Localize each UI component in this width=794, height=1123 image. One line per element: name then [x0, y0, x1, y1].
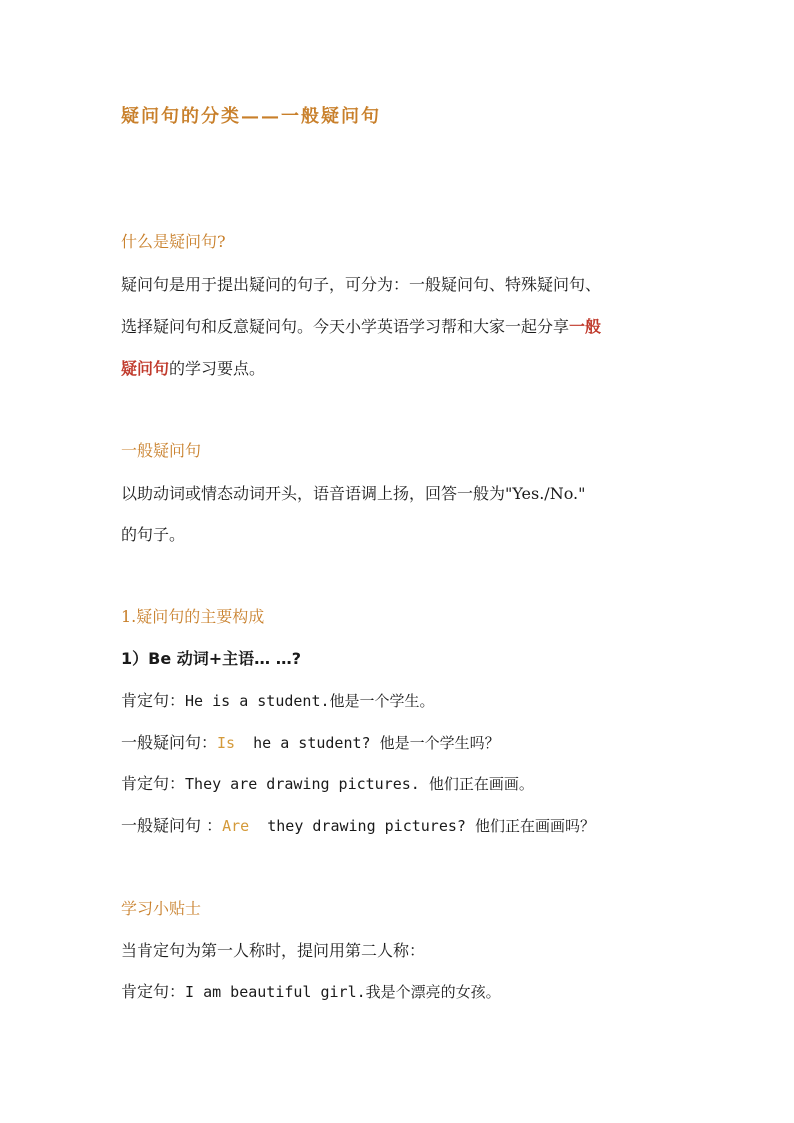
section-heading-structure: 1.疑问句的主要构成	[121, 607, 265, 626]
example-text: He is a student.他是一个学生。	[185, 692, 435, 710]
document-title: 疑问句的分类——一般疑问句	[121, 106, 381, 127]
example-label: 一般疑问句 ：	[121, 816, 223, 835]
example-line	[121, 691, 435, 711]
section-heading-general-question: 一般疑问句	[121, 441, 202, 460]
paragraph-text: 选择疑问句和反意疑问句。今天小学英语学习帮和大家一起分享	[121, 317, 570, 336]
paragraph-line: 疑问句是用于提出疑问的句子，可分为：一般疑问句、特殊疑问句、	[121, 275, 602, 294]
section-heading-tips: 学习小贴士	[121, 899, 202, 918]
example-line	[121, 774, 534, 794]
highlight-verb: Is	[217, 734, 236, 752]
example-label: 一般疑问句：	[121, 733, 218, 752]
example-line	[121, 816, 595, 836]
example-text: he a student? 他是一个学生吗？	[235, 734, 500, 752]
example-text: they drawing pictures? 他们正在画画吗？	[249, 817, 595, 835]
example-line	[121, 982, 501, 1002]
subheading-be-verb: 1）Be 动词+主语… …?	[121, 649, 302, 668]
section-heading-what-is: 什么是疑问句?	[121, 232, 226, 251]
highlight-text: 一般	[569, 317, 602, 336]
paragraph-line	[121, 359, 265, 379]
paragraph-line	[121, 317, 601, 337]
example-label: 肯定句：	[121, 774, 186, 793]
example-text: I am beautiful girl.我是个漂亮的女孩。	[185, 983, 501, 1001]
example-label: 肯定句：	[121, 691, 186, 710]
paragraph-text: 的学习要点。	[169, 359, 266, 378]
paragraph-line: 当肯定句为第一人称时，提问用第二人称：	[121, 941, 426, 960]
paragraph-line: 的句子。	[121, 525, 186, 544]
example-label: 肯定句：	[121, 982, 186, 1001]
example-line	[121, 733, 500, 753]
paragraph-line: 以助动词或情态动词开头，语音语调上扬，回答一般为"Yes./No."	[121, 484, 586, 503]
example-text: They are drawing pictures. 他们正在画画。	[185, 775, 534, 793]
highlight-verb: Are	[222, 817, 250, 835]
highlight-text: 疑问句	[121, 359, 170, 378]
